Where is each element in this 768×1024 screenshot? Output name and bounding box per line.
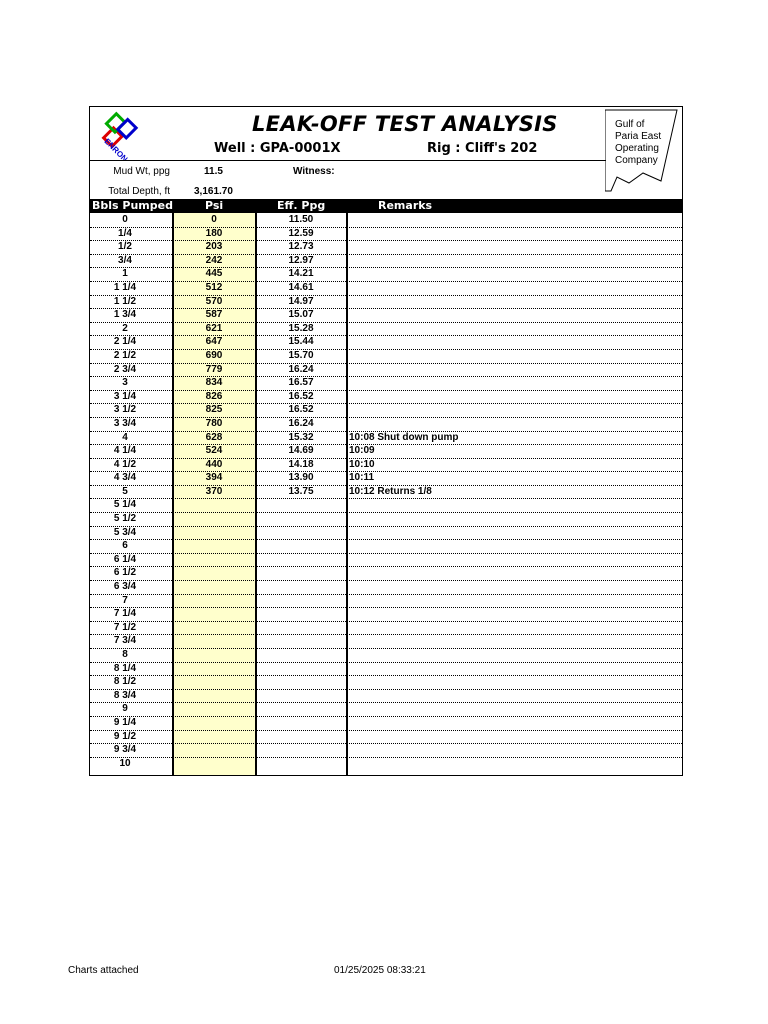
cell-bbls: 9 1/4 — [113, 716, 137, 728]
cell-eff-ppg: 15.44 — [288, 336, 314, 348]
cell-bbls: 4 1/2 — [113, 458, 137, 470]
table-row — [90, 336, 682, 350]
cell-psi: 779 — [205, 363, 223, 375]
cell-eff-ppg: 15.70 — [288, 349, 314, 361]
cell-bbls: 3 — [122, 377, 128, 389]
table-row — [90, 268, 682, 282]
col-divider-2 — [255, 213, 257, 775]
company-name — [615, 119, 661, 167]
table-row — [90, 445, 682, 459]
cell-eff-ppg: 14.69 — [288, 445, 314, 457]
table-row — [90, 499, 682, 513]
cell-remarks: 10:09 — [349, 445, 375, 457]
cell-psi: 370 — [205, 485, 223, 497]
table-row — [90, 690, 682, 704]
enron-logo — [97, 110, 147, 160]
cell-bbls: 8 1/4 — [113, 662, 137, 674]
cell-psi: 780 — [205, 417, 223, 429]
cell-remarks: 10:12 Returns 1/8 — [349, 485, 432, 497]
cell-bbls: 10 — [119, 757, 131, 769]
table-row — [90, 649, 682, 663]
table-header — [90, 199, 682, 213]
table-row — [90, 622, 682, 636]
cell-psi: 587 — [205, 309, 223, 321]
cell-bbls: 4 3/4 — [113, 472, 137, 484]
table-row — [90, 296, 682, 310]
logo-text: ENRON — [102, 136, 130, 160]
cell-psi: 440 — [205, 458, 223, 470]
cell-bbls: 1 — [122, 268, 128, 280]
table-row — [90, 228, 682, 242]
cell-eff-ppg: 15.07 — [288, 309, 314, 321]
cell-bbls: 2 — [122, 322, 128, 334]
cell-eff-ppg: 13.90 — [288, 472, 314, 484]
cell-bbls: 1/2 — [118, 241, 132, 253]
cell-bbls: 7 1/2 — [113, 621, 137, 633]
company-box — [605, 109, 681, 195]
table-row — [90, 540, 682, 554]
col-bbls-pumped: Bbls Pumped — [92, 199, 173, 212]
cell-bbls: 4 1/4 — [113, 445, 137, 457]
company-line: Gulf of — [615, 119, 645, 130]
page-title: LEAK-OFF TEST ANALYSIS — [252, 112, 558, 136]
table-row — [90, 717, 682, 731]
table-row — [90, 513, 682, 527]
table-row — [90, 255, 682, 269]
cell-bbls: 1/4 — [118, 227, 132, 239]
leak-off-sheet — [89, 106, 683, 776]
cell-bbls: 2 3/4 — [113, 363, 137, 375]
cell-bbls: 6 1/2 — [113, 567, 137, 579]
table-row — [90, 459, 682, 473]
cell-bbls: 9 — [122, 703, 128, 715]
table-row — [90, 567, 682, 581]
well-label: Well : GPA-0001X — [214, 141, 341, 156]
cell-bbls: 1 3/4 — [113, 309, 137, 321]
cell-eff-ppg: 16.52 — [288, 404, 314, 416]
cell-eff-ppg: 16.24 — [288, 417, 314, 429]
cell-bbls: 3 3/4 — [113, 417, 137, 429]
cell-eff-ppg: 14.21 — [288, 268, 314, 280]
table-row — [90, 608, 682, 622]
cell-bbls: 1 1/2 — [113, 295, 137, 307]
cell-eff-ppg: 14.97 — [288, 295, 314, 307]
cell-bbls: 5 1/2 — [113, 513, 137, 525]
table-row — [90, 663, 682, 677]
table-row — [90, 731, 682, 745]
table-row — [90, 554, 682, 568]
footer-note: Charts attached — [68, 965, 139, 976]
cell-bbls: 9 3/4 — [113, 744, 137, 756]
cell-psi: 394 — [205, 472, 223, 484]
col-divider-3 — [346, 213, 348, 775]
table-row — [90, 744, 682, 758]
cell-bbls: 6 — [122, 540, 128, 552]
cell-bbls: 8 1/2 — [113, 676, 137, 688]
company-line: Operating — [615, 143, 659, 154]
cell-psi: 203 — [205, 241, 223, 253]
cell-bbls: 2 1/2 — [113, 349, 137, 361]
col-psi: Psi — [205, 199, 224, 212]
cell-eff-ppg: 15.32 — [288, 431, 314, 443]
company-line: Company — [615, 155, 658, 166]
table-row — [90, 527, 682, 541]
cell-bbls: 1 1/4 — [113, 281, 137, 293]
cell-psi: 628 — [205, 431, 223, 443]
table-row — [90, 758, 682, 772]
cell-bbls: 3 1/4 — [113, 390, 137, 402]
table-row — [90, 404, 682, 418]
rig-label: Rig : Cliff's 202 — [427, 141, 538, 156]
table-row — [90, 350, 682, 364]
company-line: Paria East — [615, 131, 662, 142]
table-body — [90, 214, 682, 771]
cell-bbls: 5 — [122, 485, 128, 497]
depth-label: Total Depth, ft — [108, 186, 170, 197]
mud-wt-value: 11.5 — [204, 166, 223, 177]
table-row — [90, 391, 682, 405]
cell-remarks: 10:10 — [349, 458, 375, 470]
table-row — [90, 282, 682, 296]
cell-bbls: 7 — [122, 594, 128, 606]
cell-psi: 690 — [205, 349, 223, 361]
cell-eff-ppg: 11.50 — [288, 214, 314, 225]
footer-timestamp: 01/25/2025 08:33:21 — [334, 965, 426, 976]
table-row — [90, 595, 682, 609]
cell-bbls: 5 3/4 — [113, 526, 137, 538]
table-row — [90, 214, 682, 228]
cell-psi: 570 — [205, 295, 223, 307]
col-eff-ppg: Eff. Ppg — [277, 199, 326, 212]
table-row — [90, 364, 682, 378]
cell-bbls: 7 3/4 — [113, 635, 137, 647]
table-row — [90, 676, 682, 690]
cell-eff-ppg: 14.18 — [288, 458, 314, 470]
table-row — [90, 486, 682, 500]
cell-psi: 826 — [205, 390, 223, 402]
cell-remarks: 10:08 Shut down pump — [349, 431, 459, 443]
cell-psi: 524 — [205, 445, 223, 457]
cell-bbls: 6 1/4 — [113, 553, 137, 565]
cell-eff-ppg: 16.57 — [288, 377, 314, 389]
cell-eff-ppg: 12.59 — [288, 227, 314, 239]
table-row — [90, 703, 682, 717]
cell-psi: 445 — [205, 268, 223, 280]
cell-eff-ppg: 12.73 — [288, 241, 314, 253]
cell-psi: 512 — [205, 281, 223, 293]
cell-psi: 180 — [205, 227, 223, 239]
col-remarks: Remarks — [378, 199, 433, 212]
cell-bbls: 4 — [122, 431, 128, 443]
cell-remarks: 10:11 — [349, 472, 375, 484]
cell-psi: 825 — [205, 404, 223, 416]
depth-value: 3,161.70 — [194, 186, 233, 197]
table-row — [90, 432, 682, 446]
cell-psi: 647 — [205, 336, 223, 348]
cell-psi: 834 — [205, 377, 223, 389]
col-divider-1 — [172, 213, 174, 775]
cell-eff-ppg: 15.28 — [288, 322, 314, 334]
header-divider — [90, 160, 606, 161]
table-row — [90, 241, 682, 255]
cell-bbls: 9 1/2 — [113, 730, 137, 742]
table-row — [90, 377, 682, 391]
cell-eff-ppg: 12.97 — [288, 254, 314, 266]
cell-bbls: 3/4 — [118, 254, 132, 266]
table-row — [90, 323, 682, 337]
cell-eff-ppg: 16.52 — [288, 390, 314, 402]
mud-wt-label: Mud Wt, ppg — [113, 166, 170, 177]
cell-psi: 0 — [211, 214, 217, 225]
cell-bbls: 5 1/4 — [113, 499, 137, 511]
table-row — [90, 635, 682, 649]
cell-bbls: 2 1/4 — [113, 336, 137, 348]
table-row — [90, 418, 682, 432]
cell-bbls: 6 3/4 — [113, 581, 137, 593]
cell-eff-ppg: 14.61 — [288, 281, 314, 293]
cell-bbls: 0 — [122, 214, 128, 225]
cell-psi: 621 — [205, 322, 223, 334]
table-row — [90, 581, 682, 595]
cell-bbls: 8 3/4 — [113, 689, 137, 701]
cell-bbls: 8 — [122, 649, 128, 660]
cell-eff-ppg: 16.24 — [288, 363, 314, 375]
cell-psi: 242 — [205, 254, 223, 266]
cell-bbls: 7 1/4 — [113, 608, 137, 620]
table-row — [90, 309, 682, 323]
witness-label: Witness: — [293, 166, 335, 177]
cell-bbls: 3 1/2 — [113, 404, 137, 416]
cell-eff-ppg: 13.75 — [288, 485, 314, 497]
table-row — [90, 472, 682, 486]
